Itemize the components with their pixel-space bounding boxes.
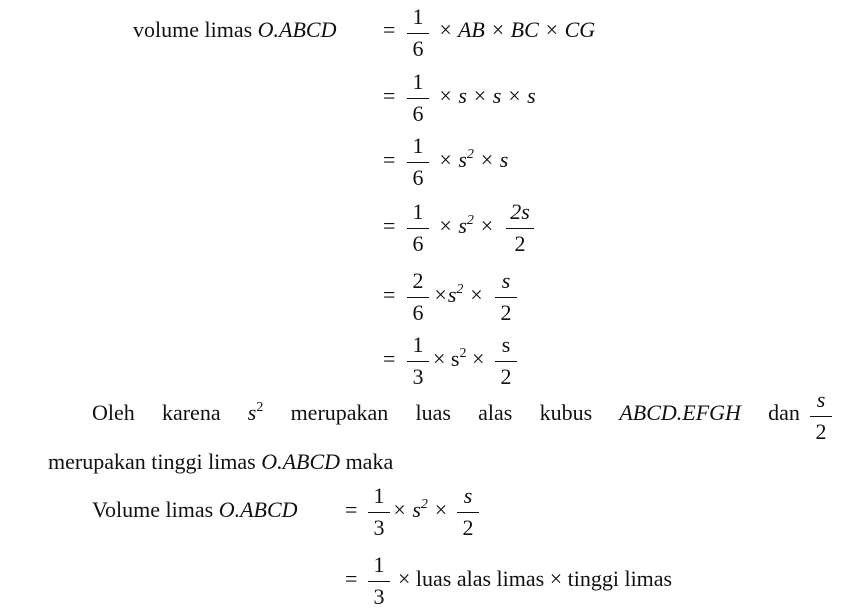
expression: × $s^2$ × [392, 497, 449, 522]
equals-sign: = [383, 346, 396, 371]
equals-sign: = [383, 147, 396, 172]
equals-sign: = [345, 566, 358, 591]
expression: × $s^2 \times s$ [438, 147, 509, 172]
fraction: s 2 [495, 270, 517, 324]
equals-sign: = [345, 497, 358, 522]
expression: × $s^2$ × [433, 346, 485, 371]
expression: × AB × BC × CG [438, 17, 596, 42]
paragraph-line-1: Oleh karena $s^2$ merupakan luas alas kubus ABCD.EFGH dan [92, 400, 800, 425]
fraction: s 2 [810, 389, 832, 443]
expression: × luas alas limas × tinggi limas [398, 566, 673, 591]
equals-sign: = [383, 213, 396, 238]
fraction: 2 6 [407, 270, 429, 324]
fraction: s 2 [457, 485, 479, 539]
expression: × $s^2$ × [438, 213, 495, 238]
equals-sign: = [383, 17, 396, 42]
equals-sign: = [383, 83, 396, 108]
volume-label: volume limas O.ABCD [133, 17, 337, 42]
fraction: s 2 [495, 334, 517, 388]
fraction: 1 3 [368, 485, 390, 539]
fraction: 1 3 [407, 334, 429, 388]
expression: $\times s^2$ × [433, 282, 484, 307]
fraction: 1 6 [407, 71, 429, 125]
expression: × s × s × s [438, 83, 536, 108]
fraction: 1 6 [407, 135, 429, 189]
fraction: 1 3 [368, 554, 390, 608]
fraction: 2s 2 [506, 201, 534, 255]
fraction: 1 6 [407, 6, 429, 60]
fraction: 1 6 [407, 201, 429, 255]
paragraph-line-2: merupakan tinggi limas O.ABCD maka [48, 449, 394, 474]
volume-label-2: Volume limas O.ABCD [92, 497, 298, 522]
equals-sign: = [383, 282, 396, 307]
